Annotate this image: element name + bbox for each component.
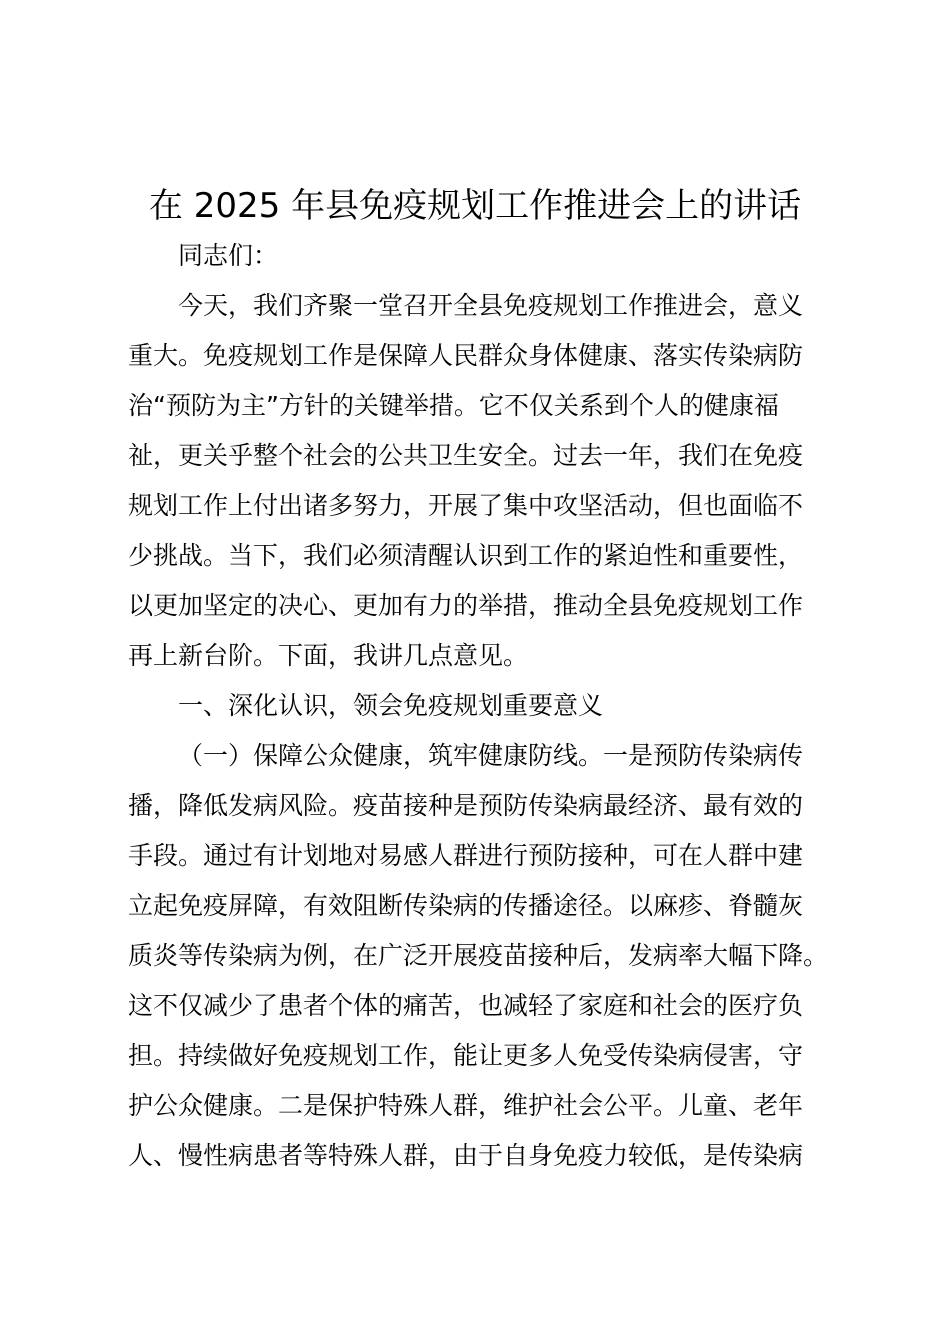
section-heading: 一、深化认识，领会免疫规划重要意义 (178, 691, 604, 720)
paragraph-line: 这不仅减少了患者个体的痛苦，也减轻了家庭和社会的医疗负 (128, 991, 804, 1020)
paragraph-line: 担。持续做好免疫规划工作，能让更多人免受传染病侵害，守 (128, 1041, 804, 1070)
paragraph-line: 规划工作上付出诸多努力，开展了集中攻坚活动，但也面临不 (128, 491, 804, 520)
paragraph-line: 人、慢性病患者等特殊人群，由于自身免疫力较低，是传染病 (128, 1141, 804, 1170)
paragraph-line: 立起免疫屏障，有效阻断传染病的传播途径。以麻疹、脊髓灰 (128, 891, 804, 920)
paragraph-line: 质炎等传染病为例，在广泛开展疫苗接种后，发病率大幅下降。 (128, 941, 829, 970)
salutation: 同志们： (178, 241, 279, 270)
paragraph-line: 祉，更关乎整个社会的公共卫生安全。过去一年，我们在免疫 (128, 441, 804, 470)
paragraph-line: 重大。免疫规划工作是保障人民群众身体健康、落实传染病防 (128, 341, 804, 370)
paragraph-line: 少挑战。当下，我们必须清醒认识到工作的紧迫性和重要性， (128, 541, 804, 570)
paragraph-line: 以更加坚定的决心、更加有力的举措，推动全县免疫规划工作 (128, 591, 804, 620)
document-title: 在 2025 年县免疫规划工作推进会上的讲话 (148, 186, 802, 226)
paragraph-line: 治“预防为主”方针的关键举措。它不仅关系到个人的健康福 (128, 391, 779, 420)
paragraph-line: 今天，我们齐聚一堂召开全县免疫规划工作推进会，意义 (178, 291, 804, 320)
paragraph-line: 播，降低发病风险。疫苗接种是预防传染病最经济、最有效的 (128, 791, 804, 820)
paragraph-line: 护公众健康。二是保护特殊人群，维护社会公平。儿童、老年 (128, 1091, 804, 1120)
paragraph-line: 手段。通过有计划地对易感人群进行预防接种，可在人群中建 (128, 841, 804, 870)
paragraph-line: （一）保障公众健康，筑牢健康防线。一是预防传染病传 (178, 741, 804, 770)
paragraph-line: 再上新台阶。下面，我讲几点意见。 (128, 641, 529, 670)
